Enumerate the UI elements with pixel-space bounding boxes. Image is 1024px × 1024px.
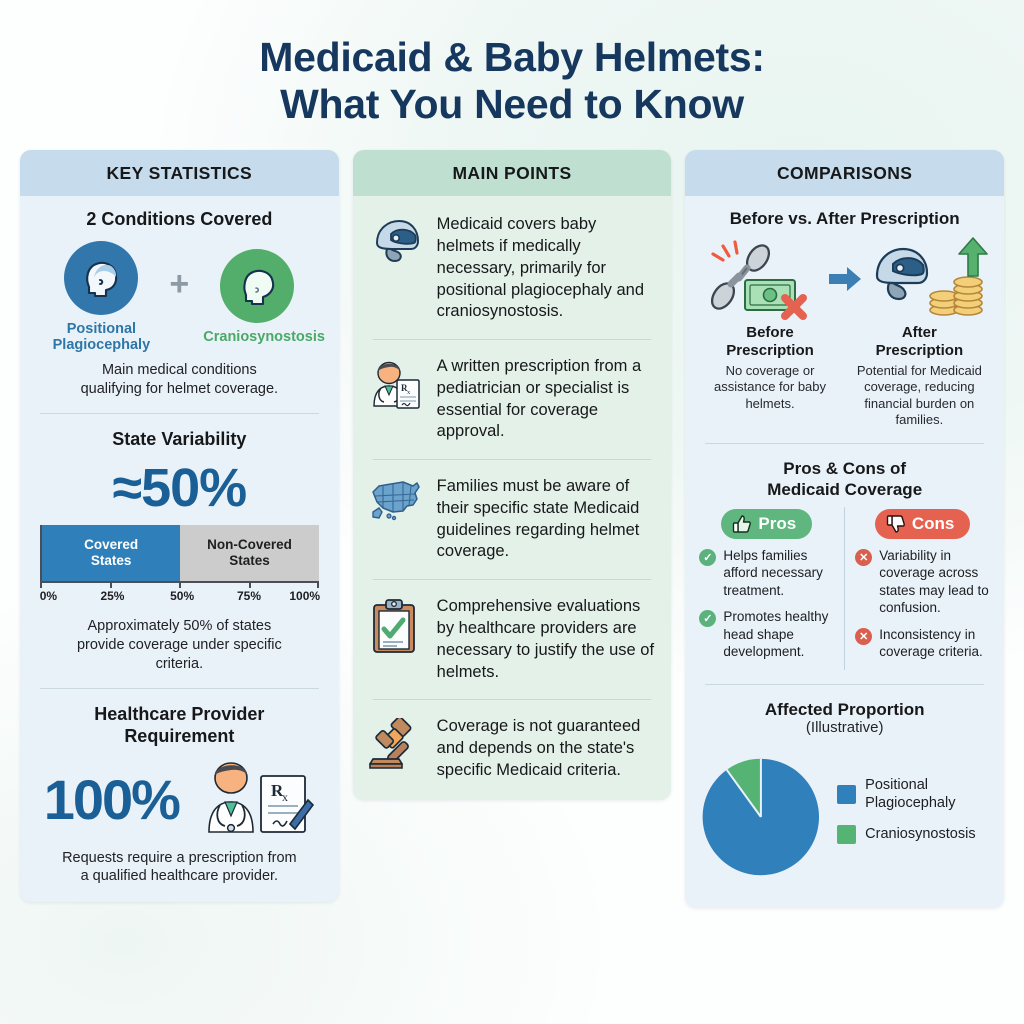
main-point-text: Coverage is not guaranteed and depends on the state's specific Medicaid criteria. — [436, 717, 641, 779]
head-normal-icon — [220, 249, 294, 323]
bar-segment-non-covered — [180, 525, 318, 581]
main-point-text: Families must be aware of their specific state Medicaid guidelines regarding helmet coverage. — [436, 477, 640, 561]
column-header-key-statistics: KEY STATISTICS — [20, 150, 339, 196]
legend-item — [837, 777, 990, 812]
svg-text:x: x — [406, 389, 410, 397]
block-affected-proportion — [699, 699, 990, 892]
list-item — [699, 608, 834, 661]
divider — [373, 579, 652, 580]
divider — [705, 443, 984, 444]
pro-text: Promotes healthy head shape development. — [723, 609, 829, 660]
before-after-columns — [699, 324, 990, 430]
condition-plagiocephaly — [47, 241, 155, 354]
pros-cons-heading-2: Medicaid Coverage — [767, 480, 923, 500]
pros-badge — [721, 509, 812, 539]
list-item — [699, 547, 834, 600]
thumbs-down-icon — [886, 514, 906, 534]
tick-label-50: 50% — [170, 589, 195, 603]
state-variability-heading: State Variability — [112, 428, 247, 449]
block-state-variability — [34, 428, 325, 674]
pro-text: Helps families afford necessary treatment. — [723, 547, 823, 598]
pie-subheading: (Illustrative) — [805, 719, 884, 737]
title-line-1: Medicaid & Baby Helmets: — [259, 34, 765, 80]
state-variability-caption-1: Approximately 50% of states — [87, 618, 272, 634]
pie-heading: Affected Proportion — [764, 699, 925, 719]
con-text: Inconsistency in coverage criteria. — [879, 626, 983, 660]
before-after-icons — [699, 236, 990, 322]
pros-label: Pros — [758, 513, 797, 533]
pros-cons-columns — [699, 507, 990, 670]
doctor-prescription-icon — [187, 758, 315, 842]
pros-column — [699, 507, 834, 670]
condition-label-plagiocephaly-2: Plagiocephaly — [52, 337, 151, 354]
column-main-points — [353, 150, 672, 799]
provider-value-row — [34, 758, 325, 842]
divider — [373, 699, 652, 700]
tick-label-75: 75% — [236, 589, 262, 603]
bar-chart-tick-labels — [40, 589, 319, 607]
state-variability-caption-2: provide coverage under specific — [76, 636, 282, 653]
arrow-right-icon — [825, 259, 865, 299]
con-text: Variability in coverage across states may lead to confusion. — [879, 547, 989, 616]
helmet-icon — [369, 214, 425, 271]
svg-text:R: R — [270, 780, 284, 800]
doctor-prescription-icon — [369, 356, 425, 417]
columns-container — [0, 136, 1024, 922]
main-point-text: A written prescription from a pediatrician or specialist is essential for coverage approval. — [436, 357, 642, 441]
after-title-1: After — [901, 323, 937, 341]
usa-map-icon — [369, 476, 425, 529]
head-flat-icon — [64, 241, 138, 315]
column-header-comparisons: COMPARISONS — [685, 150, 1004, 196]
block-provider-requirement — [34, 703, 325, 887]
main-point-text: Comprehensive evaluations by healthcare providers are necessary to justify the use of helmets. — [436, 597, 655, 681]
main-point-text: Medicaid covers baby helmets if medically necessary, primarily for positional plagiocephaly and craniosynostosis. — [436, 215, 644, 321]
before-prescription — [699, 324, 840, 430]
svg-text:x: x — [281, 789, 288, 804]
divider — [705, 684, 984, 685]
divider — [373, 339, 652, 340]
list-item — [367, 714, 658, 783]
pros-cons-heading-1: Pros & Cons of — [783, 459, 907, 479]
cons-column — [844, 507, 990, 670]
thumbs-up-icon — [732, 514, 752, 534]
tick-label-25: 25% — [100, 589, 125, 603]
legend-swatch-craniosynostosis — [837, 825, 856, 844]
svg-text:R: R — [400, 383, 408, 394]
before-after-heading: Before vs. After Prescription — [729, 209, 960, 229]
after-description: Potential for Medicaid coverage, reducing financial burden on families. — [856, 362, 982, 428]
bar-chart-bars — [40, 525, 319, 581]
condition-label-craniosynostosis: Craniosynostosis — [203, 329, 325, 346]
conditions-caption-2: qualifying for helmet coverage. — [80, 380, 279, 397]
divider — [40, 688, 319, 689]
helmet-coins-growth-icon — [871, 236, 989, 322]
pie-legend — [837, 777, 990, 857]
list-item — [367, 594, 658, 685]
bar-label-non-covered-1: Non-Covered — [207, 537, 292, 553]
block-before-after — [699, 208, 990, 429]
before-description: No coverage or assistance for baby helmets. — [714, 362, 827, 411]
bar-label-non-covered-2: States — [229, 553, 270, 568]
before-title-1: Before — [746, 323, 794, 341]
bar-label-covered-1: Covered — [84, 537, 139, 553]
tick-label-0: 0% — [39, 589, 58, 603]
provider-heading-1: Healthcare Provider — [94, 703, 265, 724]
provider-caption-1: Requests require a prescription from — [62, 849, 297, 866]
before-title-2: Prescription — [726, 341, 814, 359]
conditions-caption-1: Main medical conditions — [101, 362, 257, 379]
block-conditions-covered — [34, 208, 325, 399]
pie-chart-row — [699, 742, 990, 892]
conditions-row — [34, 241, 325, 354]
list-item — [367, 474, 658, 565]
cons-label: Cons — [911, 513, 955, 533]
gavel-icon — [369, 716, 425, 775]
broken-chain-money-icon — [701, 236, 819, 322]
provider-requirement-value: 100% — [43, 768, 179, 832]
provider-caption-2: a qualified healthcare provider. — [80, 868, 279, 885]
cons-badge — [875, 509, 971, 539]
column-header-main-points: MAIN POINTS — [353, 150, 672, 196]
state-variability-caption-3: criteria. — [155, 655, 204, 672]
check-icon: ✓ — [699, 549, 716, 566]
conditions-heading: 2 Conditions Covered — [86, 209, 273, 230]
divider — [40, 413, 319, 414]
check-icon: ✓ — [699, 610, 716, 627]
legend-label-craniosynostosis: Craniosynostosis — [865, 825, 976, 842]
after-prescription — [849, 324, 990, 430]
pie-chart-affected-proportion — [699, 742, 823, 892]
bar-chart-axis — [40, 581, 319, 583]
condition-label-plagiocephaly-1: Positional — [66, 320, 137, 337]
state-variability-value: ≈50% — [112, 458, 247, 519]
legend-label-plagiocephaly: Positional Plagiocephaly — [865, 777, 956, 811]
close-icon: ✕ — [855, 628, 872, 645]
bar-label-covered-2: States — [90, 553, 132, 568]
provider-heading-2: Requirement — [124, 726, 235, 747]
list-item — [367, 212, 658, 325]
tick-label-100: 100% — [289, 589, 321, 603]
close-icon: ✕ — [855, 549, 872, 566]
title-line-2: What You Need to Know — [280, 81, 744, 128]
condition-craniosynostosis — [203, 249, 325, 346]
column-key-statistics — [20, 150, 339, 902]
legend-swatch-plagiocephaly — [837, 785, 856, 804]
divider — [373, 459, 652, 460]
after-title-2: Prescription — [875, 341, 964, 359]
block-pros-cons — [699, 458, 990, 670]
list-item — [855, 547, 990, 617]
column-comparisons — [685, 150, 1004, 908]
list-item — [855, 626, 990, 661]
page-title — [0, 0, 1024, 136]
bar-segment-covered — [42, 525, 180, 581]
clipboard-check-icon — [369, 596, 425, 659]
legend-item — [837, 825, 990, 844]
list-item — [367, 354, 658, 445]
bar-chart-state-coverage — [34, 525, 325, 607]
plus-icon: + — [169, 265, 190, 304]
